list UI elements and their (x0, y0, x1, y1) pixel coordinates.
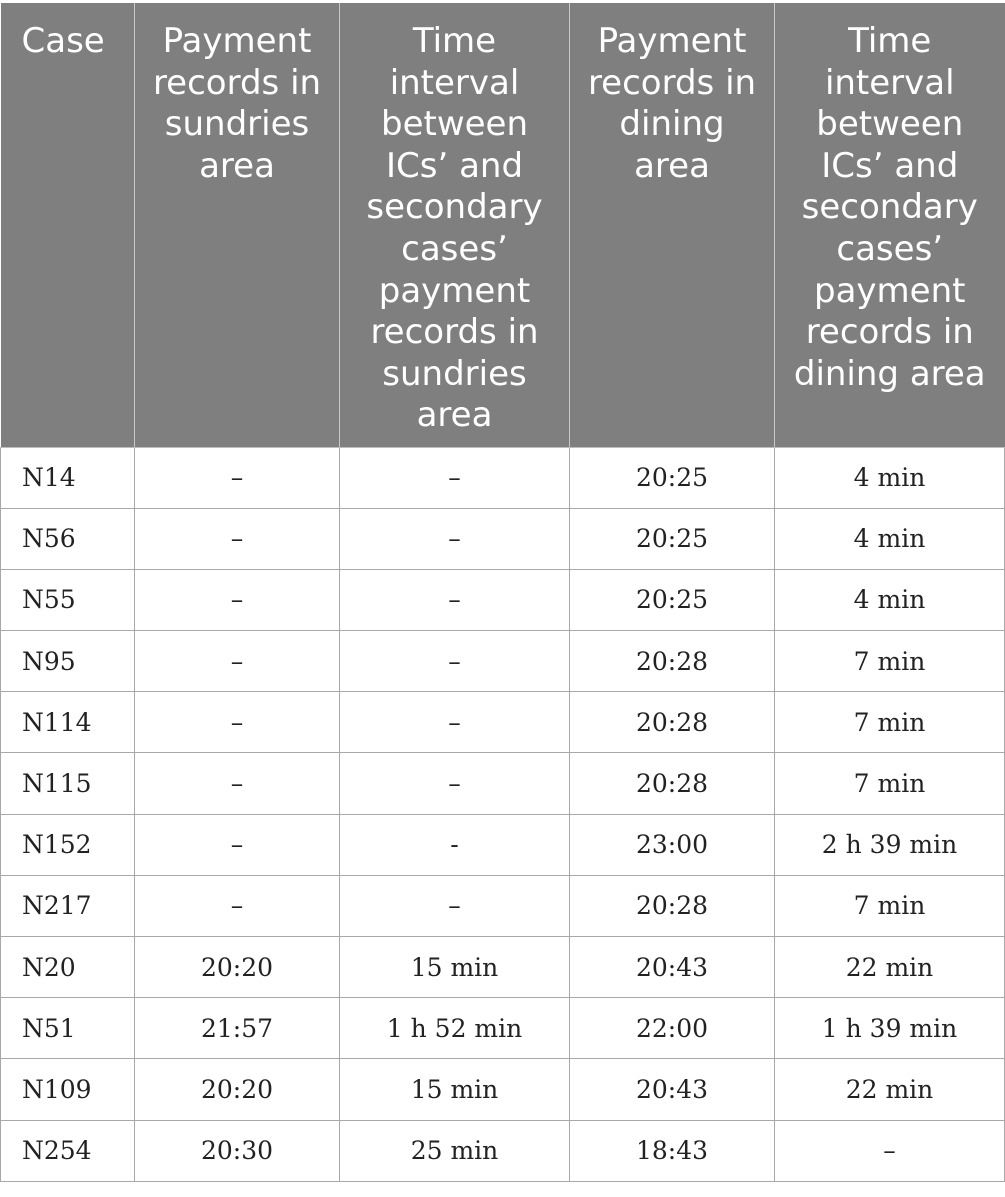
cell-dining-interval: 1 h 39 min (775, 998, 1005, 1059)
cell-case: N56 (1, 508, 135, 569)
cell-case: N152 (1, 814, 135, 875)
table-row (1, 814, 1005, 875)
cell-dining-payment: 20:43 (570, 937, 775, 998)
cell-dining-interval: 7 min (775, 692, 1005, 753)
cell-sundries-interval: – (340, 569, 570, 630)
header-case: Case (1, 3, 135, 447)
cell-sundries-interval: – (340, 692, 570, 753)
cell-case: N115 (1, 753, 135, 814)
table-row (1, 692, 1005, 753)
cell-sundries-payment: 20:20 (135, 937, 340, 998)
cell-case: N114 (1, 692, 135, 753)
cell-sundries-payment: – (135, 508, 340, 569)
table-row (1, 1120, 1005, 1181)
cell-sundries-interval: - (340, 814, 570, 875)
cell-sundries-payment: – (135, 814, 340, 875)
cell-dining-payment: 20:25 (570, 569, 775, 630)
cell-sundries-payment: – (135, 631, 340, 692)
cell-dining-payment: 20:28 (570, 875, 775, 936)
cell-case: N51 (1, 998, 135, 1059)
table-row (1, 631, 1005, 692)
cell-dining-payment: 20:28 (570, 631, 775, 692)
cell-sundries-interval: – (340, 753, 570, 814)
cell-dining-payment: 22:00 (570, 998, 775, 1059)
cell-sundries-interval: 25 min (340, 1120, 570, 1181)
cell-sundries-payment: 20:20 (135, 1059, 340, 1120)
cell-dining-interval: 4 min (775, 569, 1005, 630)
header-dining-payment: Payment records in dining area (570, 3, 775, 447)
cell-case: N14 (1, 447, 135, 508)
data-table (0, 3, 1005, 1182)
cell-sundries-payment: – (135, 447, 340, 508)
cell-dining-interval: 22 min (775, 1059, 1005, 1120)
cell-dining-payment: 20:43 (570, 1059, 775, 1120)
cell-dining-interval: 2 h 39 min (775, 814, 1005, 875)
cell-dining-interval: – (775, 1120, 1005, 1181)
cell-case: N109 (1, 1059, 135, 1120)
table-body (1, 447, 1005, 1181)
table-row (1, 508, 1005, 569)
cell-dining-interval: 4 min (775, 447, 1005, 508)
cell-dining-interval: 7 min (775, 631, 1005, 692)
cell-sundries-interval: 15 min (340, 1059, 570, 1120)
cell-dining-payment: 18:43 (570, 1120, 775, 1181)
header-row (1, 3, 1005, 447)
cell-sundries-interval: – (340, 875, 570, 936)
cell-sundries-interval: – (340, 508, 570, 569)
cell-sundries-payment: 20:30 (135, 1120, 340, 1181)
cell-dining-payment: 20:25 (570, 447, 775, 508)
cell-case: N254 (1, 1120, 135, 1181)
header-sundries-interval: Time interval between ICs’ and secondary cases’ payment records in sundries area (340, 3, 570, 447)
table-row (1, 753, 1005, 814)
cell-sundries-payment: – (135, 875, 340, 936)
cell-sundries-payment: 21:57 (135, 998, 340, 1059)
cell-dining-payment: 20:28 (570, 753, 775, 814)
table-header (1, 3, 1005, 447)
cell-dining-payment: 20:28 (570, 692, 775, 753)
table-row (1, 569, 1005, 630)
cell-case: N55 (1, 569, 135, 630)
table-row (1, 937, 1005, 998)
table-row (1, 875, 1005, 936)
cell-sundries-payment: – (135, 753, 340, 814)
cell-dining-interval: 4 min (775, 508, 1005, 569)
cell-sundries-payment: – (135, 569, 340, 630)
cell-sundries-payment: – (135, 692, 340, 753)
table-row (1, 998, 1005, 1059)
cell-dining-payment: 20:25 (570, 508, 775, 569)
cell-sundries-interval: 15 min (340, 937, 570, 998)
header-dining-interval: Time interval between ICs’ and secondary cases’ payment records in dining area (775, 3, 1005, 447)
cell-case: N95 (1, 631, 135, 692)
table-row (1, 447, 1005, 508)
cell-dining-interval: 22 min (775, 937, 1005, 998)
cell-sundries-interval: 1 h 52 min (340, 998, 570, 1059)
cell-dining-payment: 23:00 (570, 814, 775, 875)
cell-dining-interval: 7 min (775, 875, 1005, 936)
cell-case: N20 (1, 937, 135, 998)
cell-sundries-interval: – (340, 631, 570, 692)
cell-dining-interval: 7 min (775, 753, 1005, 814)
table-row (1, 1059, 1005, 1120)
cell-case: N217 (1, 875, 135, 936)
header-sundries-payment: Payment records in sundries area (135, 3, 340, 447)
cell-sundries-interval: – (340, 447, 570, 508)
